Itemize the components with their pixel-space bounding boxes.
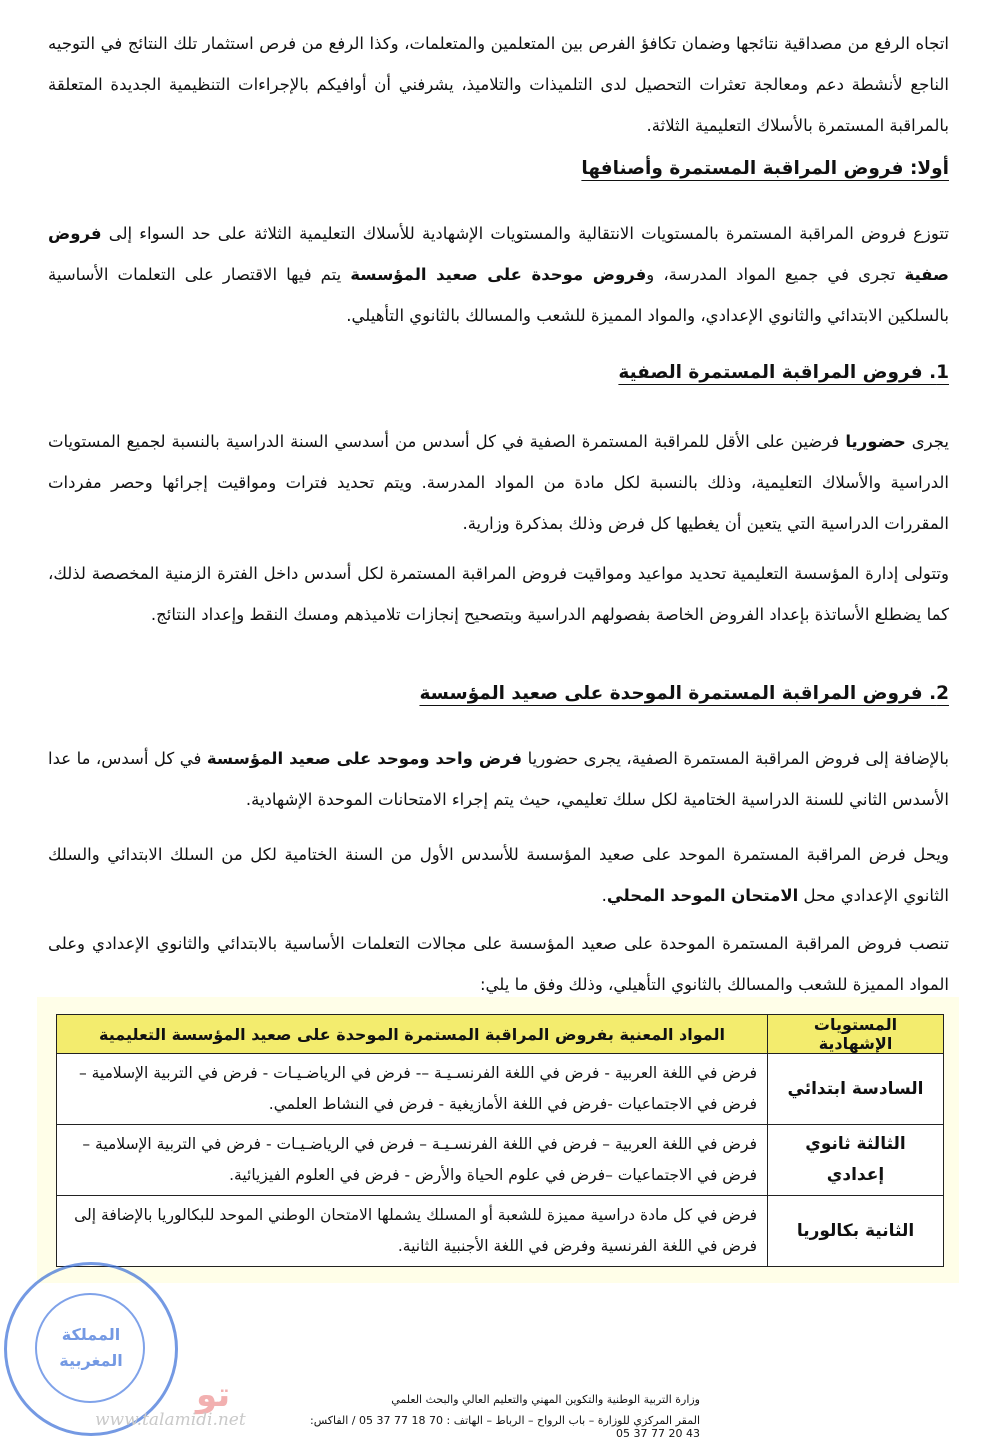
stamp-text-line2: المغربية	[59, 1351, 123, 1370]
section1-paragraph	[48, 213, 949, 336]
bold-term: فرض واحد وموحد على صعيد المؤسسة	[206, 749, 523, 768]
text-run: يتم فيها الاقتصار على التعلمات الأساسية بالسلكين الابتدائي والثانوي الإعدادي، والمواد المميزة للشعب والمسالك بالثانوي التأهيلي.	[48, 265, 949, 325]
sub1-paragraph-2: وتتولى إدارة المؤسسة التعليمية تحديد مواعيد ومواقيت فروض المراقبة المستمرة لكل أسدس داخل الفترة الزمنية المخصصة لذلك، كما يضطلع الأساتذة بإعداد الفروض الخاصة بفصولهم الدراسية وبتصحيح إنجازات تلاميذهم ومسك النقط وإعداد النتائج.	[48, 564, 949, 624]
subjects-cell: فرض في اللغة العربية – فرض في اللغة الفرنسـيـة – فرض في الرياضـيـات - فرض في التربية الإسلامية – فرض في الاجتماعيات –فرض في علوم الحياة والأرض - فرض في العلوم الفيزيائية.	[57, 1125, 768, 1196]
section-heading-1: أولا: فروض المراقبة المستمرة وأصنافها	[581, 158, 949, 179]
bold-term: فروض موحدة على صعيد المؤسسة	[350, 265, 647, 284]
table-row	[57, 1196, 944, 1267]
table-highlight-area	[37, 997, 959, 1283]
stamp-text-line1: المملكة	[61, 1325, 121, 1344]
sub2-paragraph-3: تنصب فروض المراقبة المستمرة الموحدة على صعيد المؤسسة على مجالات التعلمات الأساسية بالابتدائي والثانوي الإعدادي وعلى المواد المميزة للشعب والمسالك بالثانوي التأهيلي، وذلك وفق ما يلي:	[48, 934, 949, 994]
level-cell: السادسة ابتدائي	[768, 1054, 944, 1125]
table-row	[57, 1054, 944, 1125]
level-cell: الثالثة ثانوي إعدادي	[768, 1125, 944, 1196]
text-run: .	[601, 886, 607, 905]
watermark-url: www.talamidi.net	[95, 1410, 246, 1430]
sub2-paragraph-2	[48, 834, 949, 916]
text-run: في كل أسدس، ما عدا الأسدس الثاني للسنة الدراسية الختامية لكل سلك تعليمي، حيث يتم إجراء الامتحانات الموحدة الإشهادية.	[48, 749, 949, 809]
footer-address: المقر المركزي للوزارة – باب الرواح – الرباط – الهاتف : 70 18 77 37 05 / الفاكس: 43 20 77 37 05	[310, 1414, 700, 1440]
sub1-paragraph-1	[48, 421, 949, 544]
text-run: فرضين على الأقل للمراقبة المستمرة الصفية في كل أسدس من أسدسي السنة الدراسية بالنسبة لجميع المستويات الدراسية والأسلاك التعليمية، وذلك بالنسبة لكل مادة من المواد المدرسة. ويتم تحديد فترات ومواقيت إجرائها وحصر مفردات المقررات الدراسية التي يتعين أن يغطيها كل فرض وذلك بمذكرة وزارية.	[48, 432, 949, 533]
text-run: ويحل فرض المراقبة المستمرة الموحد على صعيد المؤسسة للأسدس الأول من السنة الختامية لكل من السلك الابتدائي والسلك الثانوي الإعدادي محل	[48, 845, 949, 905]
watermark-logo: تو	[196, 1375, 231, 1415]
text-run: بالإضافة إلى فروض المراقبة المستمرة الصفية، يجرى حضوريا	[522, 749, 949, 768]
footer-ministry: وزارة التربية الوطنية والتكوين المهني والتعليم العالي والبحث العلمي	[391, 1393, 700, 1406]
header-subjects: المواد المعنية بفروض المراقبة المستمرة الموحدة على صعيد المؤسسة التعليمية	[57, 1015, 768, 1054]
stamp-inner-ring	[35, 1293, 145, 1403]
intro-paragraph: اتجاه الرفع من مصداقية نتائجها وضمان تكافؤ الفرص بين المتعلمين والمتعلمات، وكذا الرفع من فرص استثمار تلك النتائج في التوجيه الناجع لأنشطة دعم ومعالجة تعثرات التحصيل لدى التلميذات والتلاميذ، يشرفني أن أوافيكم بالإجراءات التنظيمية الجديدة المتعلقة بالمراقبة المستمرة بالأسلاك التعليمية الثلاثة.	[48, 34, 949, 135]
header-levels: المستويات الإشهادية	[768, 1015, 944, 1054]
table-row	[57, 1125, 944, 1196]
text-run: تتوزع فروض المراقبة المستمرة بالمستويات الانتقالية والمستويات الإشهادية للأسلاك التعليمية الثلاثة على حد السواء إلى	[101, 224, 949, 243]
subjects-cell: فرض في كل مادة دراسية مميزة للشعبة أو المسلك يشملها الامتحان الوطني الموحد للبكالوريا بالإضافة إلى فرض في اللغة الفرنسية وفرض في اللغة الأجنبية الثانية.	[57, 1196, 768, 1267]
subsection-heading-2: 2. فروض المراقبة المستمرة الموحدة على صعيد المؤسسة	[419, 683, 949, 704]
bold-term: حضوريا	[845, 432, 906, 451]
table-header-row	[57, 1015, 944, 1054]
subsection-heading-1: 1. فروض المراقبة المستمرة الصفية	[618, 362, 949, 383]
subjects-cell: فرض في اللغة العربية - فرض في اللغة الفرنسـيـة –- فرض في الرياضـيـات - فرض في التربية الإسلامية – فرض في الاجتماعيات -فرض في اللغة الأمازيغية - فرض في النشاط العلمي.	[57, 1054, 768, 1125]
level-cell: الثانية بكالوريا	[768, 1196, 944, 1267]
sub2-paragraph-1	[48, 738, 949, 820]
certification-levels-table	[56, 1014, 944, 1267]
text-run: تجرى في جميع المواد المدرسة، و	[646, 265, 905, 284]
bold-term: فروض صفية	[48, 224, 949, 284]
bold-term: الامتحان الموحد المحلي	[606, 886, 799, 905]
text-run: يجرى	[905, 432, 949, 451]
